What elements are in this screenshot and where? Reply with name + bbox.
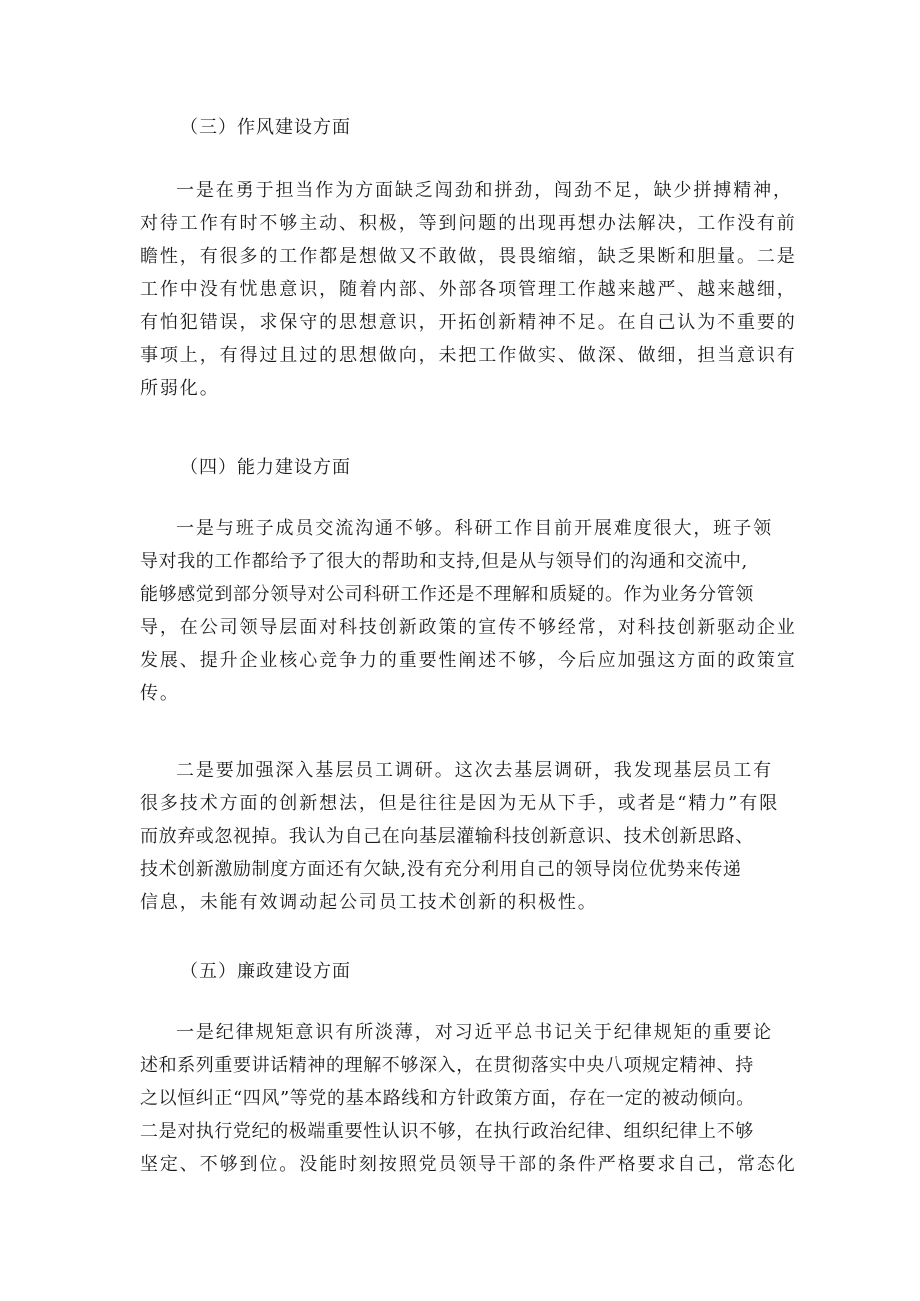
section-heading-4: （四）能力建设方面 xyxy=(180,457,351,478)
paragraph-line: 发展、提升企业核心竞争力的重要性阐述不够，今后应加强这方面的政策宣 xyxy=(140,650,797,671)
paragraph-line: 所弱化。 xyxy=(140,378,220,399)
paragraph-line: 事项上，有得过且过的思想做向，未把工作做实、做深、做细，担当意识有 xyxy=(140,345,797,366)
section-heading-5: （五）廉政建设方面 xyxy=(180,961,351,982)
paragraph-line: 能够感觉到部分领导对公司科研工作还是不理解和质疑的。作为业务分管领 xyxy=(140,584,754,605)
paragraph xyxy=(140,516,800,714)
paragraph-line: 工作中没有忧患意识，随着内部、外部各项管理工作越来越严、越来越细， xyxy=(140,279,797,300)
paragraph-line: 述和系列重要讲话精神的理解不够深入，在贯彻落实中央八项规定精神、持 xyxy=(140,1055,754,1076)
paragraph-line: 瞻性，有很多的工作都是想做又不敢做，畏畏缩缩，缺乏果断和胆量。二是 xyxy=(140,246,797,267)
paragraph-line: 一是与班子成员交流沟通不够。科研工作目前开展难度很大，班子领 xyxy=(176,518,773,539)
paragraph-line: 二是要加强深入基层员工调研。这次去基层调研，我发现基层员工有 xyxy=(176,760,773,781)
paragraph-line: 有怕犯错误，求保守的思想意识，开拓创新精神不足。在自己认为不重要的 xyxy=(140,312,797,333)
paragraph xyxy=(140,178,800,409)
paragraph-line: 而放弃或忽视掉。我认为自己在向基层灌输科技创新意识、技术创新思路、 xyxy=(140,826,754,847)
paragraph-line: 导，在公司领导层面对科技创新政策的宣传不够经常，对科技创新驱动企业 xyxy=(140,617,797,638)
paragraph-line: 信息，未能有效调动起公司员工技术创新的积极性。 xyxy=(140,892,598,913)
paragraph-line: 一是纪律规矩意识有所淡薄，对习近平总书记关于纪律规矩的重要论 xyxy=(176,1022,773,1043)
paragraph-line: 对待工作有时不够主动、积极，等到问题的出现再想办法解决，工作没有前 xyxy=(140,213,797,234)
paragraph-line: 二是对执行党纪的极端重要性认识不够，在执行政治纪律、组织纪律上不够 xyxy=(140,1121,754,1142)
paragraph-line: 传。 xyxy=(140,683,180,704)
paragraph xyxy=(140,1020,800,1185)
paragraph-line: 导对我的工作都给予了很大的帮助和支持,但是从与领导们的沟通和交流中, xyxy=(140,551,748,572)
paragraph-line: 坚定、不够到位。没能时刻按照党员领导干部的条件严格要求自己，常态化 xyxy=(140,1154,797,1175)
paragraph-line: 技术创新激励制度方面还有欠缺,没有充分利用自己的领导岗位优势来传递 xyxy=(140,859,742,880)
paragraph-line: 很多技术方面的创新想法，但是往往是因为无从下手，或者是“精力”有限 xyxy=(140,793,780,814)
paragraph-line: 一是在勇于担当作为方面缺乏闯劲和拼劲，闯劲不足，缺少拼搏精神， xyxy=(176,180,793,201)
section-heading-3: （三）作风建设方面 xyxy=(180,117,351,138)
paragraph-line: 之以恒纠正“四风”等党的基本路线和方针政策方面，存在一定的被动倾向。 xyxy=(140,1088,755,1109)
paragraph xyxy=(140,758,800,923)
